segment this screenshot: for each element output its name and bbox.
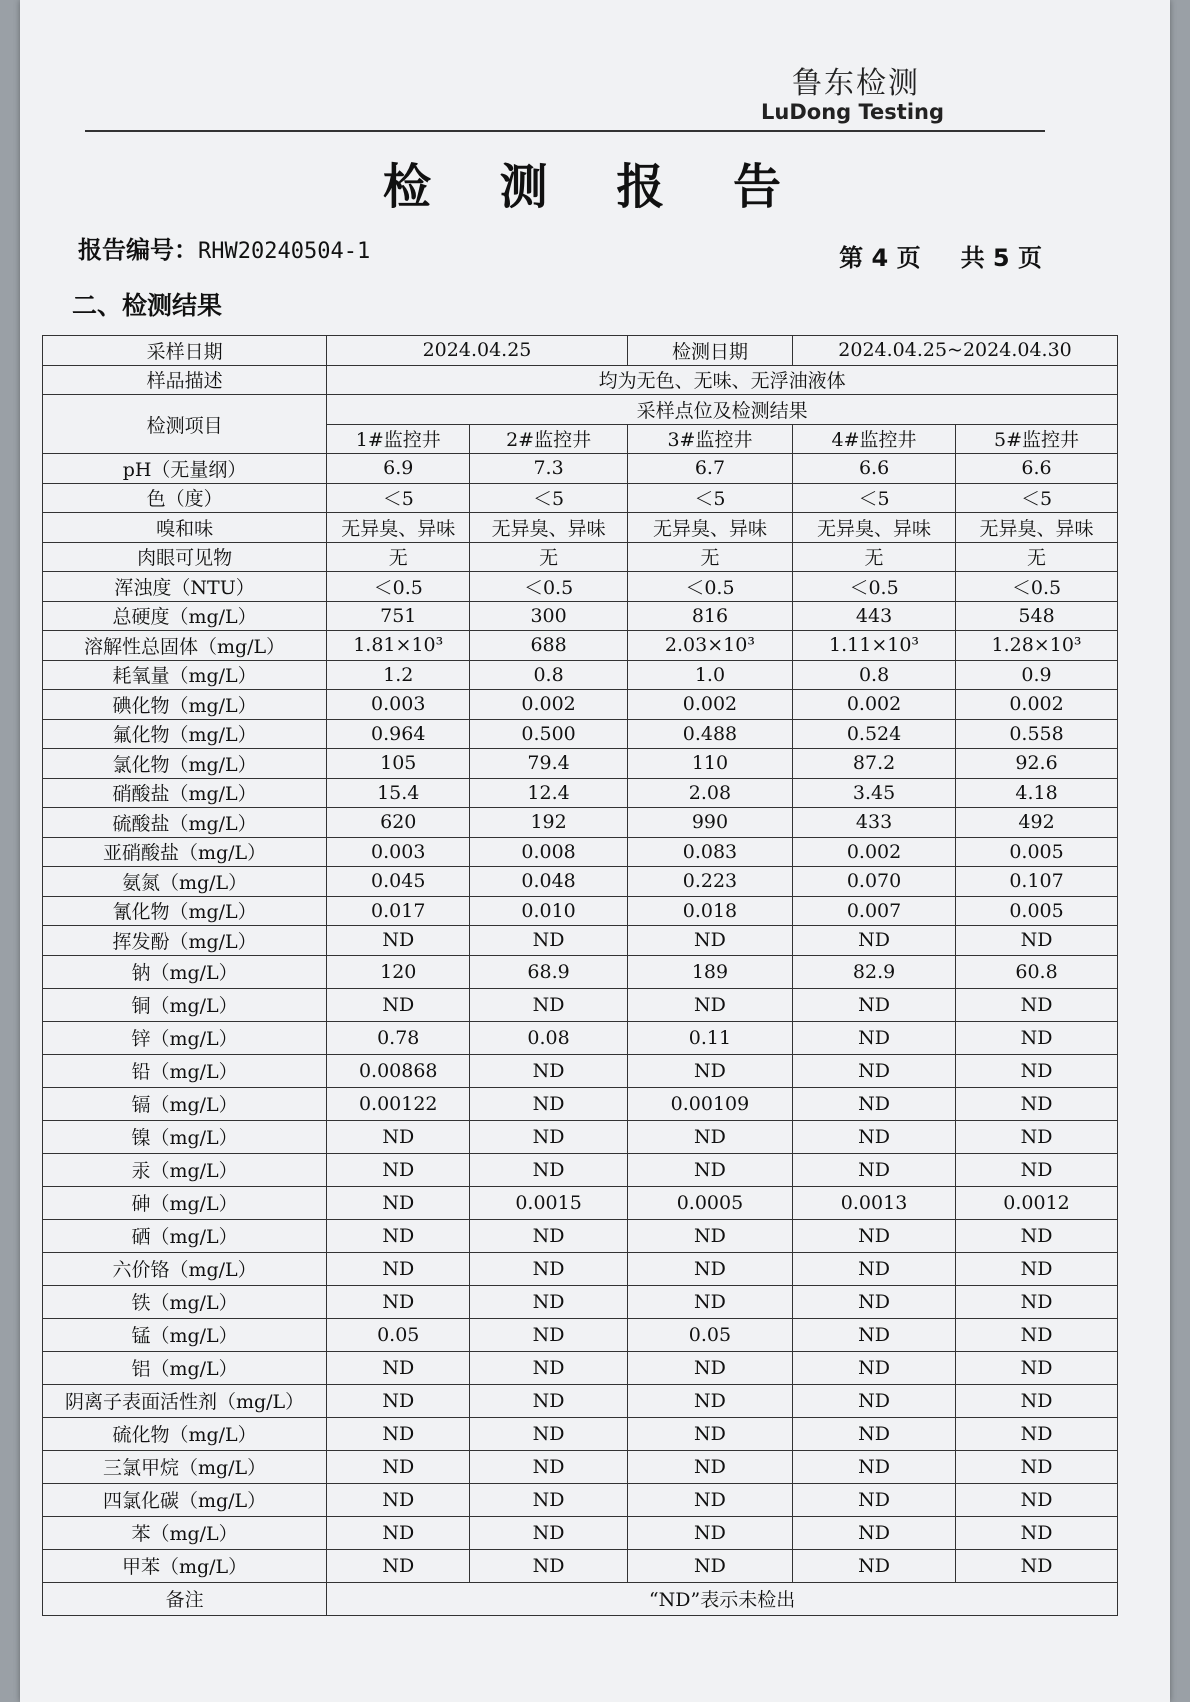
remark-label: 备注 — [43, 1582, 327, 1615]
row-label: 硒（mg/L） — [43, 1219, 327, 1252]
result-cell: ND — [956, 1219, 1118, 1252]
row-label: 铅（mg/L） — [43, 1054, 327, 1087]
result-cell: 0.070 — [793, 867, 956, 897]
result-cell: 0.558 — [956, 719, 1118, 749]
result-cell: 120 — [327, 955, 470, 988]
row-label: 砷（mg/L） — [43, 1186, 327, 1219]
result-cell: ND — [956, 1417, 1118, 1450]
row-label: 甲苯（mg/L） — [43, 1549, 327, 1582]
result-cell: 688 — [470, 631, 628, 661]
result-cell: ND — [793, 1153, 956, 1186]
result-cell: 0.9 — [956, 660, 1118, 690]
row-label: 肉眼可见物 — [43, 542, 327, 572]
result-cell: 0.002 — [470, 690, 628, 720]
result-cell: 0.223 — [627, 867, 792, 897]
result-cell: 无异臭、异味 — [793, 513, 956, 543]
result-cell: 82.9 — [793, 955, 956, 988]
row-label: 汞（mg/L） — [43, 1153, 327, 1186]
result-cell: ND — [470, 988, 628, 1021]
table-row — [43, 1252, 1118, 1285]
result-cell: 0.003 — [327, 690, 470, 720]
page-info — [799, 238, 1042, 273]
table-row — [43, 1087, 1118, 1120]
page-current: 第 4 页 — [839, 244, 921, 272]
row-label: 镍（mg/L） — [43, 1120, 327, 1153]
result-cell: 无 — [627, 542, 792, 572]
result-cell: ND — [793, 1087, 956, 1120]
result-cell: ＜5 — [627, 483, 792, 513]
result-cell: ND — [327, 1384, 470, 1417]
test-date-value: 2024.04.25~2024.04.30 — [793, 336, 1118, 366]
result-cell: 620 — [327, 808, 470, 838]
row-label: 四氯化碳（mg/L） — [43, 1483, 327, 1516]
row-label: 三氯甲烷（mg/L） — [43, 1450, 327, 1483]
row-label: 嗅和味 — [43, 513, 327, 543]
result-cell: ND — [956, 1120, 1118, 1153]
table-row — [43, 631, 1118, 661]
result-cell: ND — [327, 1186, 470, 1219]
result-cell: ND — [793, 1417, 956, 1450]
result-cell: ND — [327, 1120, 470, 1153]
result-cell: ND — [327, 1285, 470, 1318]
column-header-4: 4#监控井 — [793, 424, 956, 454]
table-row — [43, 542, 1118, 572]
column-header-5: 5#监控井 — [956, 424, 1118, 454]
result-cell: ND — [627, 926, 792, 956]
page-total: 共 5 页 — [960, 244, 1042, 272]
result-cell: 751 — [327, 601, 470, 631]
row-label: 铁（mg/L） — [43, 1285, 327, 1318]
result-cell: 0.005 — [956, 837, 1118, 867]
row-label: 耗氧量（mg/L） — [43, 660, 327, 690]
result-cell: ＜5 — [793, 483, 956, 513]
results-table — [42, 335, 1118, 1616]
result-cell: 无 — [470, 542, 628, 572]
remark-row — [43, 1582, 1118, 1615]
result-cell: ND — [470, 1087, 628, 1120]
result-cell: 1.0 — [627, 660, 792, 690]
table-row — [43, 749, 1118, 779]
table-row — [43, 660, 1118, 690]
result-cell: ND — [627, 1285, 792, 1318]
result-cell: ND — [793, 1285, 956, 1318]
row-label: 挥发酚（mg/L） — [43, 926, 327, 956]
result-cell: ＜0.5 — [627, 572, 792, 602]
result-cell: ND — [327, 1483, 470, 1516]
table-row — [43, 896, 1118, 926]
result-cell: ND — [956, 1054, 1118, 1087]
table-row — [43, 1054, 1118, 1087]
result-cell: ND — [470, 1054, 628, 1087]
table-row — [43, 1318, 1118, 1351]
report-number-value: RHW20240504-1 — [198, 239, 371, 264]
result-cell: 990 — [627, 808, 792, 838]
row-label: 浑浊度（NTU） — [43, 572, 327, 602]
result-cell: 无异臭、异味 — [627, 513, 792, 543]
row-label: 氨氮（mg/L） — [43, 867, 327, 897]
result-cell: ND — [793, 1219, 956, 1252]
result-cell: 12.4 — [470, 778, 628, 808]
table-row — [43, 808, 1118, 838]
column-header-2: 2#监控井 — [470, 424, 628, 454]
table-row — [43, 1219, 1118, 1252]
result-cell: 548 — [956, 601, 1118, 631]
result-cell: ND — [470, 1450, 628, 1483]
result-cell: ND — [470, 1285, 628, 1318]
result-cell: ND — [627, 1153, 792, 1186]
result-cell: 0.107 — [956, 867, 1118, 897]
result-cell: 192 — [470, 808, 628, 838]
result-cell: 92.6 — [956, 749, 1118, 779]
result-cell: 6.6 — [793, 454, 956, 484]
table-row — [43, 483, 1118, 513]
section-title: 二、检测结果 — [72, 291, 223, 320]
result-cell: 443 — [793, 601, 956, 631]
result-cell: 7.3 — [470, 454, 628, 484]
result-cell: 6.6 — [956, 454, 1118, 484]
result-cell: ＜5 — [327, 483, 470, 513]
table-row — [43, 1351, 1118, 1384]
result-cell: 189 — [627, 955, 792, 988]
result-cell: 15.4 — [327, 778, 470, 808]
result-cell: 1.28×10³ — [956, 631, 1118, 661]
result-cell: 0.8 — [793, 660, 956, 690]
result-cell: ND — [627, 1252, 792, 1285]
result-cell: ND — [956, 1549, 1118, 1582]
result-cell: 1.11×10³ — [793, 631, 956, 661]
result-cell: ND — [956, 1483, 1118, 1516]
result-cell: ＜5 — [956, 483, 1118, 513]
result-cell: 0.78 — [327, 1021, 470, 1054]
result-cell: 0.0015 — [470, 1186, 628, 1219]
row-label: 锌（mg/L） — [43, 1021, 327, 1054]
table-row — [43, 1186, 1118, 1219]
result-cell: ND — [627, 1219, 792, 1252]
row-label: 亚硝酸盐（mg/L） — [43, 837, 327, 867]
result-cell: ＜0.5 — [956, 572, 1118, 602]
result-cell: 0.488 — [627, 719, 792, 749]
row-label: pH（无量纲） — [43, 454, 327, 484]
result-cell: ND — [956, 1450, 1118, 1483]
report-number-label: 报告编号： — [78, 236, 198, 264]
result-cell: 816 — [627, 601, 792, 631]
report-title: 检 测 报 告 — [382, 159, 808, 215]
result-cell: 6.9 — [327, 454, 470, 484]
table-row — [43, 1549, 1118, 1582]
result-cell: ND — [627, 1417, 792, 1450]
result-cell: 无异臭、异味 — [956, 513, 1118, 543]
result-cell: 0.002 — [627, 690, 792, 720]
result-cell: ＜0.5 — [793, 572, 956, 602]
result-cell: 无 — [793, 542, 956, 572]
result-cell: ND — [793, 1516, 956, 1549]
result-cell: ND — [793, 926, 956, 956]
result-cell: ND — [627, 1516, 792, 1549]
result-cell: 无 — [956, 542, 1118, 572]
result-cell: ND — [956, 1285, 1118, 1318]
result-cell: ND — [627, 988, 792, 1021]
result-cell: 79.4 — [470, 749, 628, 779]
report-page — [20, 0, 1170, 1702]
result-cell: ND — [793, 1021, 956, 1054]
result-cell: ND — [627, 1483, 792, 1516]
result-cell: ND — [793, 988, 956, 1021]
result-cell: ND — [327, 1351, 470, 1384]
sampling-date-value: 2024.04.25 — [327, 336, 628, 366]
table-row — [43, 1384, 1118, 1417]
result-cell: ND — [327, 988, 470, 1021]
result-cell: 0.017 — [327, 896, 470, 926]
table-row — [43, 454, 1118, 484]
table-row — [43, 1153, 1118, 1186]
result-cell: ND — [470, 1219, 628, 1252]
row-label: 总硬度（mg/L） — [43, 601, 327, 631]
result-cell: 1.81×10³ — [327, 631, 470, 661]
result-cell: ND — [470, 1516, 628, 1549]
result-cell: 0.00109 — [627, 1087, 792, 1120]
result-cell: ND — [956, 1384, 1118, 1417]
table-row — [43, 1285, 1118, 1318]
result-cell: 2.08 — [627, 778, 792, 808]
result-cell: ND — [793, 1252, 956, 1285]
result-cell: ND — [793, 1384, 956, 1417]
result-cell: 0.048 — [470, 867, 628, 897]
result-cell: ND — [470, 1384, 628, 1417]
result-cell: 无异臭、异味 — [327, 513, 470, 543]
result-cell: ND — [956, 1516, 1118, 1549]
test-date-label: 检测日期 — [627, 336, 792, 366]
row-label: 硝酸盐（mg/L） — [43, 778, 327, 808]
result-cell: 6.7 — [627, 454, 792, 484]
result-cell: 0.524 — [793, 719, 956, 749]
result-cell: ND — [627, 1549, 792, 1582]
result-cell: ND — [470, 1417, 628, 1450]
result-cell: 1.2 — [327, 660, 470, 690]
result-cell: ND — [956, 1021, 1118, 1054]
result-cell: 0.08 — [470, 1021, 628, 1054]
result-cell: 无异臭、异味 — [470, 513, 628, 543]
row-label: 锰（mg/L） — [43, 1318, 327, 1351]
table-row — [43, 1483, 1118, 1516]
result-cell: 110 — [627, 749, 792, 779]
sample-desc-value: 均为无色、无味、无浮油液体 — [327, 365, 1118, 395]
result-cell: ND — [793, 1054, 956, 1087]
result-cell: 0.002 — [793, 837, 956, 867]
table-row — [43, 1021, 1118, 1054]
points-header: 采样点位及检测结果 — [327, 395, 1118, 425]
result-cell: 0.010 — [470, 896, 628, 926]
table-row — [43, 1450, 1118, 1483]
result-cell: 0.11 — [627, 1021, 792, 1054]
result-cell: 433 — [793, 808, 956, 838]
result-cell: ND — [793, 1450, 956, 1483]
result-cell: ND — [956, 1351, 1118, 1384]
table-row — [43, 572, 1118, 602]
result-cell: 0.00122 — [327, 1087, 470, 1120]
result-cell: ND — [627, 1054, 792, 1087]
result-cell: 0.8 — [470, 660, 628, 690]
table-row — [43, 1516, 1118, 1549]
result-cell: ND — [327, 1219, 470, 1252]
result-cell: 0.005 — [956, 896, 1118, 926]
result-cell: 无 — [327, 542, 470, 572]
result-cell: ND — [793, 1318, 956, 1351]
result-cell: 87.2 — [793, 749, 956, 779]
result-cell: ND — [793, 1120, 956, 1153]
table-row — [43, 926, 1118, 956]
result-cell: ＜0.5 — [470, 572, 628, 602]
result-cell: ND — [327, 1549, 470, 1582]
table-row — [43, 601, 1118, 631]
result-cell: 105 — [327, 749, 470, 779]
result-cell: 68.9 — [470, 955, 628, 988]
result-cell: 0.008 — [470, 837, 628, 867]
column-header-1: 1#监控井 — [327, 424, 470, 454]
result-cell: ND — [793, 1549, 956, 1582]
result-cell: ND — [470, 1252, 628, 1285]
result-cell: 2.03×10³ — [627, 631, 792, 661]
result-cell: ND — [627, 1384, 792, 1417]
table-row — [43, 1417, 1118, 1450]
sampling-date-label: 采样日期 — [43, 336, 327, 366]
result-cell: ND — [956, 926, 1118, 956]
result-cell: ND — [956, 1318, 1118, 1351]
result-cell: ND — [327, 1516, 470, 1549]
row-label: 钠（mg/L） — [43, 955, 327, 988]
result-cell: ND — [627, 1450, 792, 1483]
result-cell: ND — [327, 1450, 470, 1483]
result-cell: ND — [627, 1120, 792, 1153]
item-header: 检测项目 — [43, 395, 327, 454]
row-label: 氟化物（mg/L） — [43, 719, 327, 749]
result-cell: 0.00868 — [327, 1054, 470, 1087]
result-cell: 0.0012 — [956, 1186, 1118, 1219]
result-cell: ND — [627, 1351, 792, 1384]
result-cell: ND — [470, 1120, 628, 1153]
result-cell: ND — [793, 1351, 956, 1384]
result-cell: ND — [470, 1351, 628, 1384]
result-cell: 0.0013 — [793, 1186, 956, 1219]
row-label: 阴离子表面活性剂（mg/L） — [43, 1384, 327, 1417]
row-label: 镉（mg/L） — [43, 1087, 327, 1120]
result-cell: ND — [327, 1417, 470, 1450]
sample-desc-label: 样品描述 — [43, 365, 327, 395]
result-cell: 0.083 — [627, 837, 792, 867]
result-cell: 60.8 — [956, 955, 1118, 988]
result-cell: 300 — [470, 601, 628, 631]
result-cell: 0.045 — [327, 867, 470, 897]
column-header-3: 3#监控井 — [627, 424, 792, 454]
result-cell: 0.002 — [793, 690, 956, 720]
row-label: 六价铬（mg/L） — [43, 1252, 327, 1285]
table-row — [43, 690, 1118, 720]
result-cell: 0.964 — [327, 719, 470, 749]
row-label: 色（度） — [43, 483, 327, 513]
result-cell: 4.18 — [956, 778, 1118, 808]
result-cell: ＜5 — [470, 483, 628, 513]
result-cell: ND — [956, 988, 1118, 1021]
result-cell: 0.500 — [470, 719, 628, 749]
result-cell: 0.0005 — [627, 1186, 792, 1219]
result-cell: 0.003 — [327, 837, 470, 867]
row-label: 苯（mg/L） — [43, 1516, 327, 1549]
table-row — [43, 513, 1118, 543]
result-cell: ＜0.5 — [327, 572, 470, 602]
brand-name-en: LuDong Testing — [761, 100, 944, 124]
brand-name-cn: 鲁东检测 — [792, 66, 920, 101]
table-row — [43, 837, 1118, 867]
result-cell: 492 — [956, 808, 1118, 838]
report-number — [78, 230, 370, 265]
row-label: 氰化物（mg/L） — [43, 896, 327, 926]
result-cell: 0.018 — [627, 896, 792, 926]
row-label: 硫酸盐（mg/L） — [43, 808, 327, 838]
result-cell: ND — [956, 1087, 1118, 1120]
row-label: 硫化物（mg/L） — [43, 1417, 327, 1450]
result-cell: ND — [327, 1252, 470, 1285]
table-row — [43, 988, 1118, 1021]
table-row — [43, 867, 1118, 897]
table-row — [43, 778, 1118, 808]
result-cell: ND — [956, 1153, 1118, 1186]
remark-value: “ND”表示未检出 — [327, 1582, 1118, 1615]
row-label: 铜（mg/L） — [43, 988, 327, 1021]
result-cell: 3.45 — [793, 778, 956, 808]
result-cell: 0.007 — [793, 896, 956, 926]
table-row — [43, 719, 1118, 749]
row-label: 铝（mg/L） — [43, 1351, 327, 1384]
header-divider — [85, 130, 1045, 132]
result-cell: ND — [793, 1483, 956, 1516]
result-cell: 0.002 — [956, 690, 1118, 720]
result-cell: ND — [470, 1153, 628, 1186]
result-cell: ND — [470, 1483, 628, 1516]
result-cell: ND — [327, 1153, 470, 1186]
result-cell: ND — [470, 1549, 628, 1582]
result-cell: 0.05 — [627, 1318, 792, 1351]
result-cell: ND — [470, 1318, 628, 1351]
table-row — [43, 1120, 1118, 1153]
result-cell: ND — [470, 926, 628, 956]
table-row — [43, 955, 1118, 988]
row-label: 溶解性总固体（mg/L） — [43, 631, 327, 661]
row-label: 碘化物（mg/L） — [43, 690, 327, 720]
result-cell: 0.05 — [327, 1318, 470, 1351]
result-cell: ND — [956, 1252, 1118, 1285]
row-label: 氯化物（mg/L） — [43, 749, 327, 779]
result-cell: ND — [327, 926, 470, 956]
